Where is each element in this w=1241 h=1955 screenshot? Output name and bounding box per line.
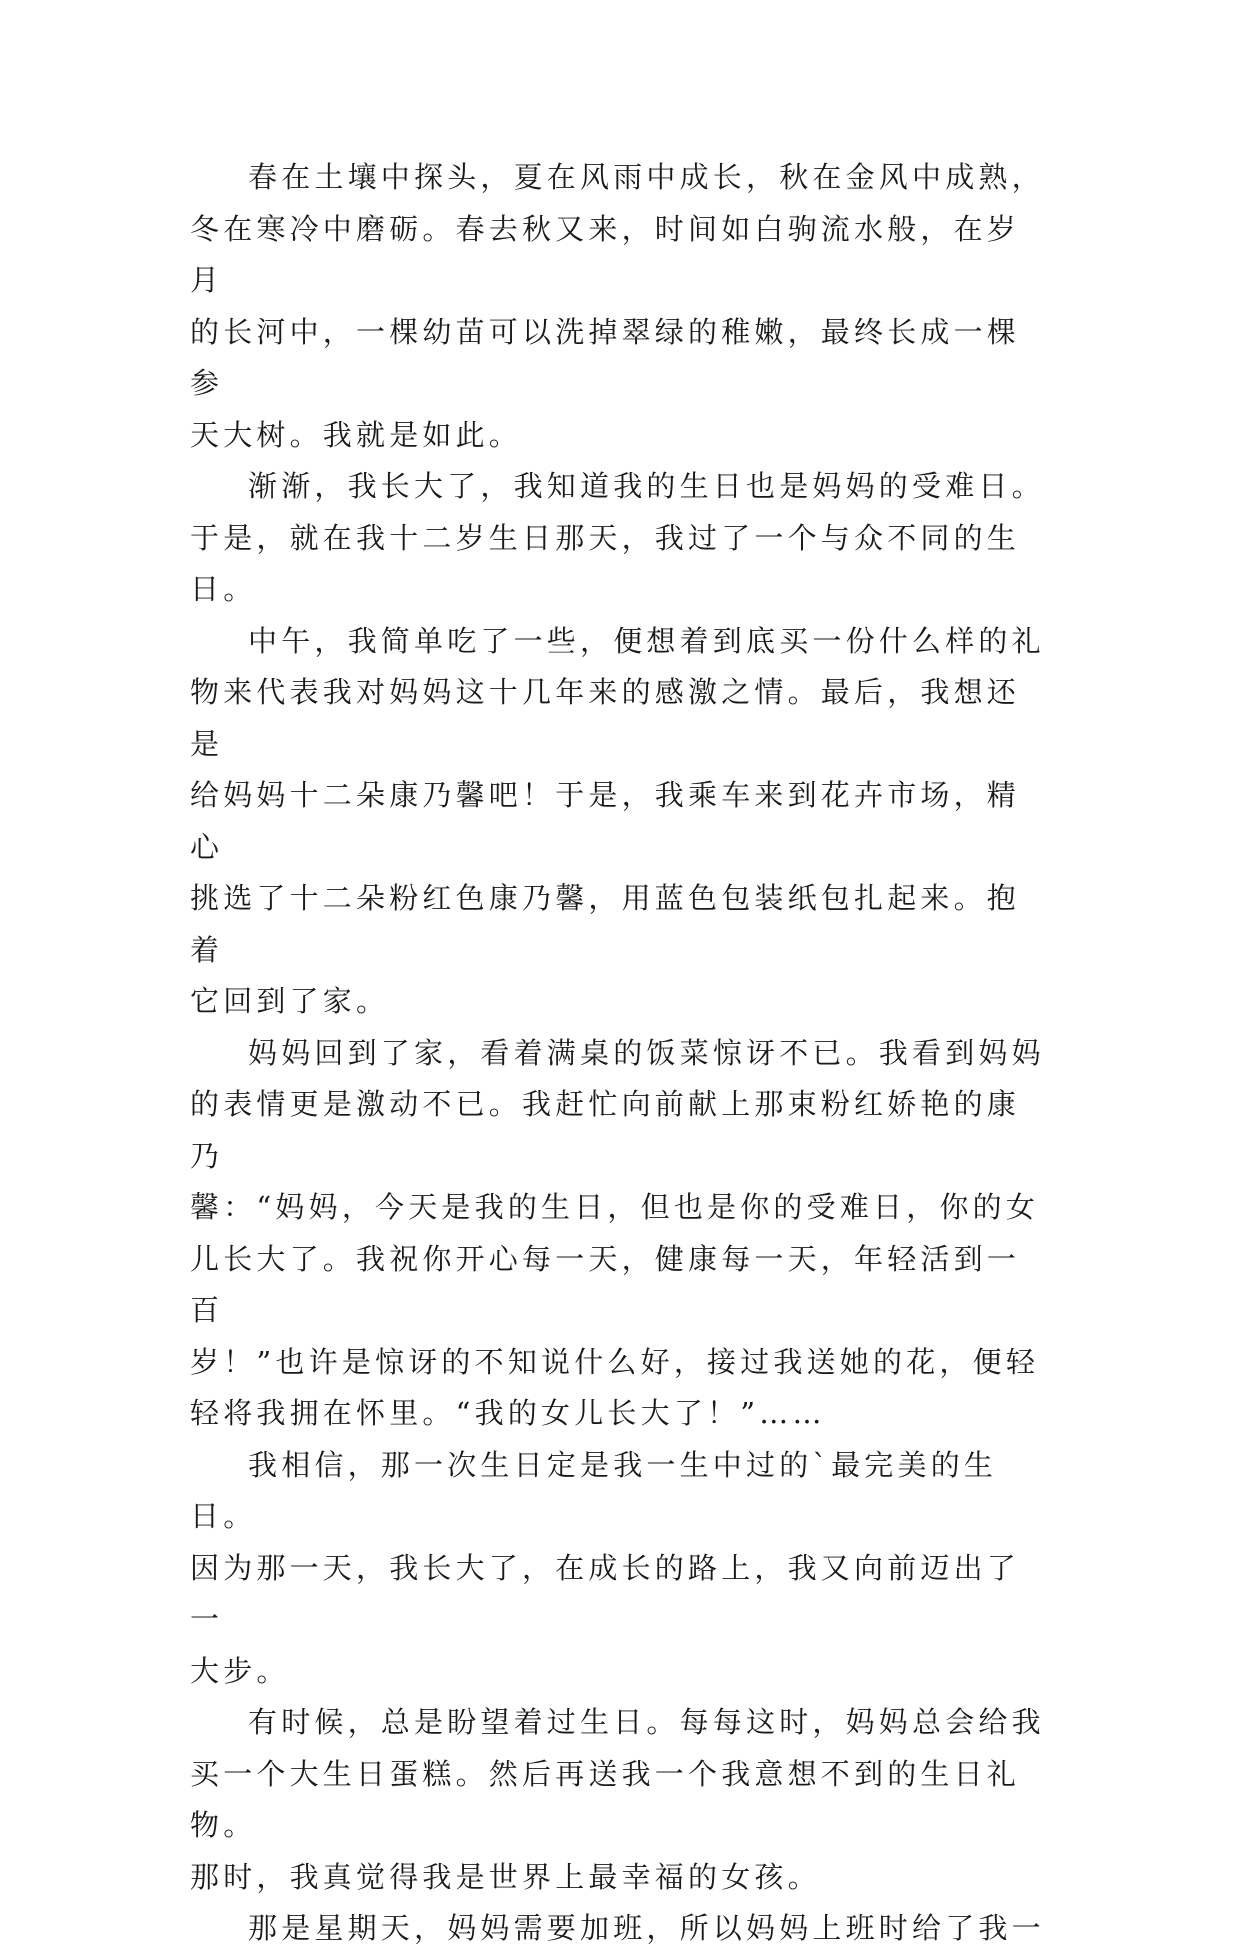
text-line: 渐渐，我长大了，我知道我的生日也是妈妈的受难日。 [248,469,1045,503]
paragraph-1 [190,152,1052,461]
text-line: 岁！”也许是惊讶的不知说什么好，接过我送她的花，便轻 [190,1344,1040,1379]
text-line: 的表情更是激动不已。我赶忙向前献上那束粉红娇艳的康乃 [190,1087,1021,1173]
text-line: 买一个大生日蛋糕。然后再送我一个我意想不到的生日礼物。 [190,1756,1021,1842]
paragraph-4 [190,1028,1052,1440]
paragraph-7 [190,1903,1052,1955]
text-line: 冬在寒冷中磨砺。春去秋又来，时间如白驹流水般，在岁月 [190,211,1021,297]
text-line: 它回到了家。 [190,984,390,1018]
text-line: 挑选了十二朵粉红色康乃馨，用蓝色包装纸包扎起来。抱着 [190,881,1021,967]
text-line: 的长河中，一棵幼苗可以洗掉翠绿的稚嫩，最终长成一棵参 [190,314,1021,400]
text-line: 春在土壤中探头，夏在风雨中成长，秋在金风中成熟， [248,160,1045,194]
text-line: 我相信，那一次生日定是我一生中过的`最完美的生日。 [190,1447,998,1533]
text-line: 馨：“妈妈，今天是我的生日，但也是你的受难日，你的女 [190,1190,1040,1224]
text-line: 物来代表我对妈妈这十几年来的感激之情。最后，我想还是 [190,675,1021,761]
text-line: 天大树。我就是如此。 [190,417,523,452]
paragraph-2 [190,461,1052,616]
article-body [190,152,1052,1955]
text-line: 轻将我拥在怀里。“我的女儿长大了！”…… [190,1396,826,1430]
text-line: 那时，我真觉得我是世界上最幸福的女孩。 [190,1859,821,1894]
text-line: 妈妈回到了家，看着满桌的饭菜惊讶不已。我看到妈妈 [248,1035,1045,1070]
text-line: 有时候，总是盼望着过生日。每每这时，妈妈总会给我 [248,1705,1045,1739]
text-line: 儿长大了。我祝你开心每一天，健康每一天，年轻活到一百 [190,1241,1021,1327]
paragraph-6 [190,1697,1052,1903]
paragraph-3 [190,616,1052,1028]
text-line: 大步。 [190,1653,290,1688]
text-line: 那是星期天，妈妈需要加班，所以妈妈上班时给了我一 [248,1911,1045,1945]
text-line: 中午，我简单吃了一些，便想着到底买一份什么样的礼 [248,623,1045,658]
text-line: 于是，就在我十二岁生日那天，我过了一个与众不同的生日。 [190,520,1021,606]
text-line: 因为那一天，我长大了，在成长的路上，我又向前迈出了一 [190,1550,1021,1636]
paragraph-5 [190,1440,1052,1698]
text-line: 给妈妈十二朵康乃馨吧！于是，我乘车来到花卉市场，精心 [190,778,1021,864]
